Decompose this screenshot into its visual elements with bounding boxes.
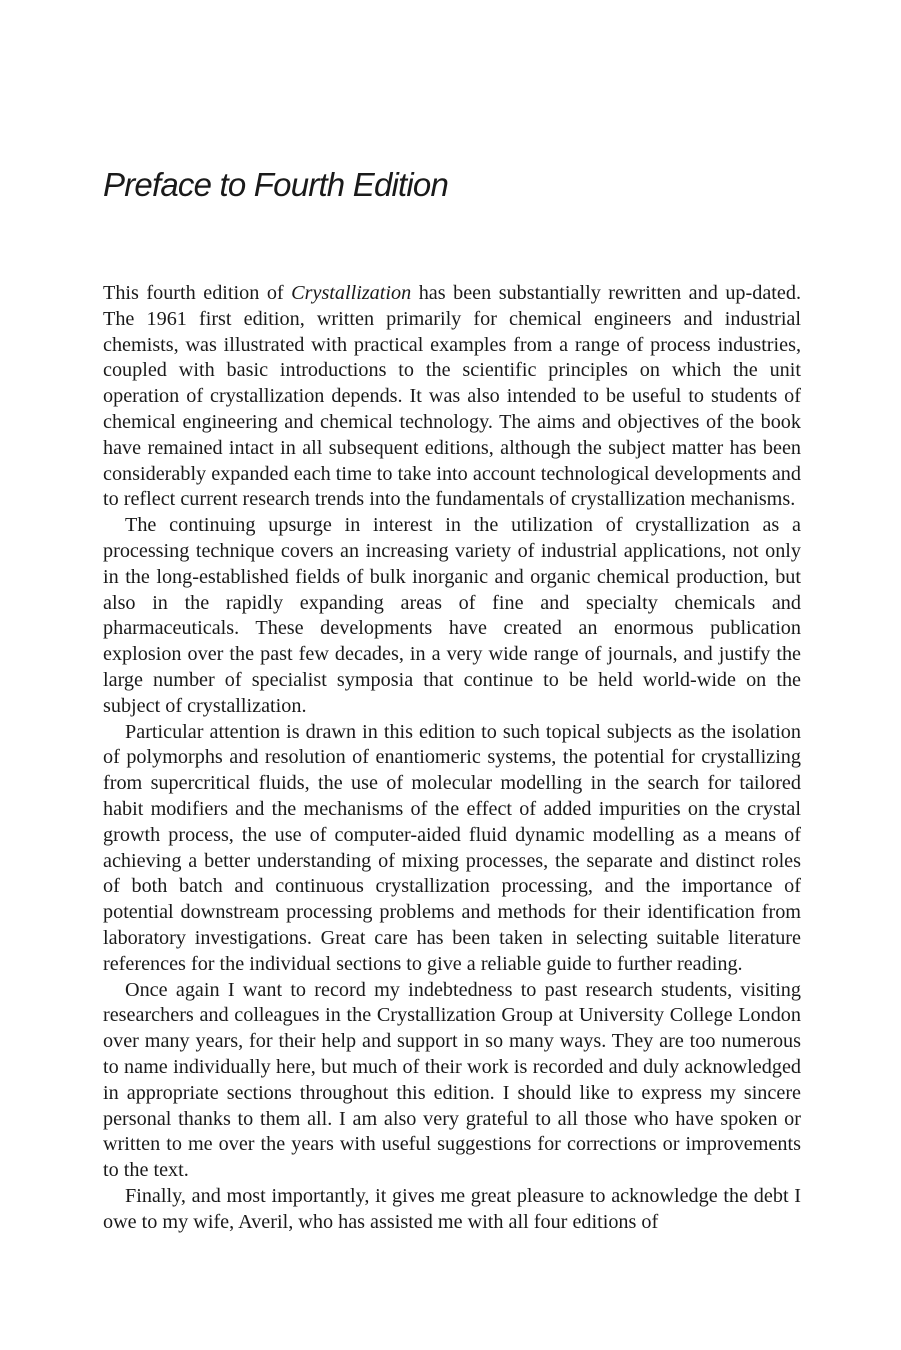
paragraph-1-rest: has been substantially rewritten and up-dated. The 1961 first edition, written primarily for chemical engineers and industrial chemists, was illustrated with practical examples from a range of process industries, coupled with basic introductions to the scientific principles on which the unit operation of crystallization depends. It was also intended to be useful to students of chemical engineering and chemical technology. The aims and objectives of the book have remained intact in all subsequent editions, although the subject matter has been considerably expanded each time to take into account technological developments and to reflect current research trends into the fundamentals of crystallization mechanisms. <box>103 282 801 511</box>
page-title: Preface to Fourth Edition <box>103 166 449 203</box>
book-title: Crystallization <box>291 282 412 304</box>
paragraph-4: Once again I want to record my indebtedness to past research students, visiting researchers and colleagues in the Crystallization Group at University College London over many years, for their help and support in so many ways. They are too numerous to name individually here, but much of their work is recorded and duly acknowledged in appropriate sections throughout this edition. I should like to express my sincere personal thanks to them all. I am also very grateful to all those who have spoken or written to me over the years with useful suggestions for corrections or improvements to the text. <box>103 978 801 1182</box>
paragraph-2: The continuing upsurge in interest in the utilization of crystallization as a processing technique covers an increasing variety of industrial applications, not only in the long-established fields of bulk inorganic and organic chemical production, but also in the rapidly expanding areas of fine and specialty chemicals and pharmaceuticals. These developments have created an enormous publication explosion over the past few decades, in a very wide range of journals, and justify the large number of specialist symposia that continue to be held world-wide on the subject of crystallization. <box>103 514 801 717</box>
paragraph-5: Finally, and most importantly, it gives me great pleasure to acknowledge the debt I owe to my wife, Averil, who has assisted me with all four editions of <box>103 1184 801 1233</box>
paragraph-1-lead: This fourth edition of <box>103 282 292 304</box>
preface-body <box>103 281 801 1235</box>
paragraph-1 <box>103 281 801 513</box>
paragraph-3: Particular attention is drawn in this edition to such topical subjects as the isolation of polymorphs and resolution of enantiomeric systems, the potential for crystallizing from supercritical fluids, the use of molecular modelling in the search for tailored habit modifiers and the mechanisms of the effect of added impurities on the crystal growth process, the use of computer-aided fluid dynamic modelling as a means of achieving a better understanding of mixing processes, the separate and distinct roles of both batch and continuous crystallization processing, and the importance of potential downstream processing problems and methods for their identification from laboratory investigations. Great care has been taken in selecting suitable literature references for the individual sections to give a reliable guide to further reading. <box>103 720 801 975</box>
